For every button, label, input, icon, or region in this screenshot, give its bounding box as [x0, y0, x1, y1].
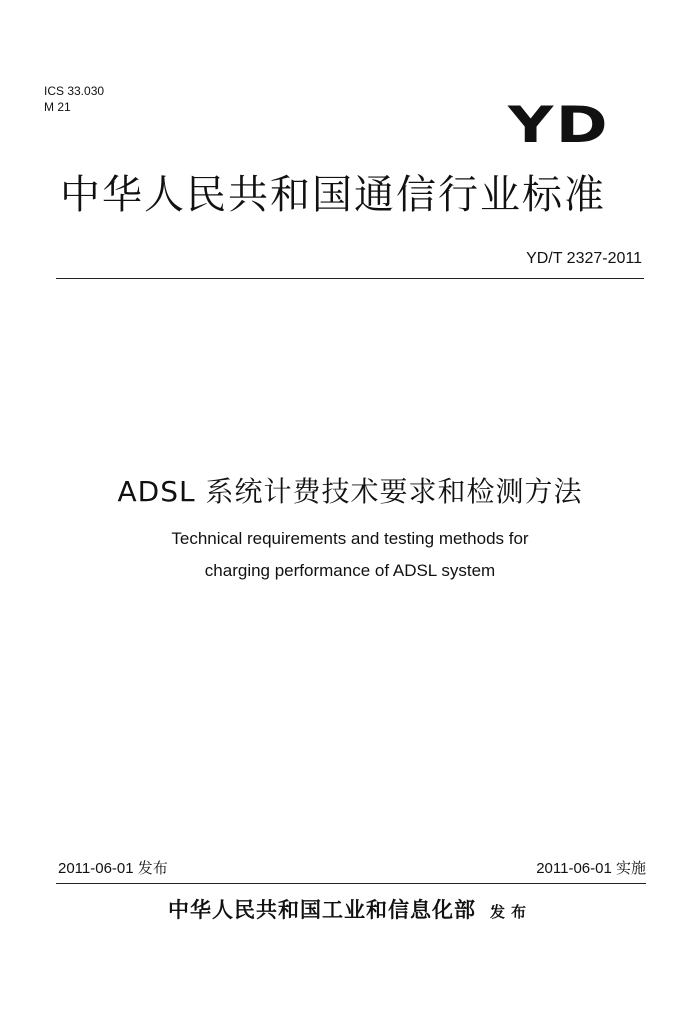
- standard-category: 中华人民共和国通信行业标准: [60, 172, 606, 218]
- issue-date: 2011-06-01 发布: [58, 860, 168, 877]
- header-divider: [56, 278, 644, 279]
- ics-code: ICS 33.030: [44, 84, 105, 98]
- title-chinese: ADSL 系统计费技术要求和检测方法: [117, 475, 583, 508]
- footer-divider: [56, 883, 646, 884]
- yd-logo: YD: [508, 96, 611, 154]
- issuer-action: 发布: [489, 903, 532, 921]
- implementation-date: 2011-06-01 实施: [536, 860, 646, 877]
- issuer-line: [0, 896, 700, 924]
- title-english-line1: Technical requirements and testing methods for: [171, 529, 529, 548]
- standard-number: YD/T 2327-2011: [526, 250, 642, 267]
- issuer-name: 中华人民共和国工业和信息化部: [167, 897, 476, 922]
- title-english-line2: charging performance of ADSL system: [204, 561, 496, 580]
- ccs-code: M 21: [44, 100, 71, 114]
